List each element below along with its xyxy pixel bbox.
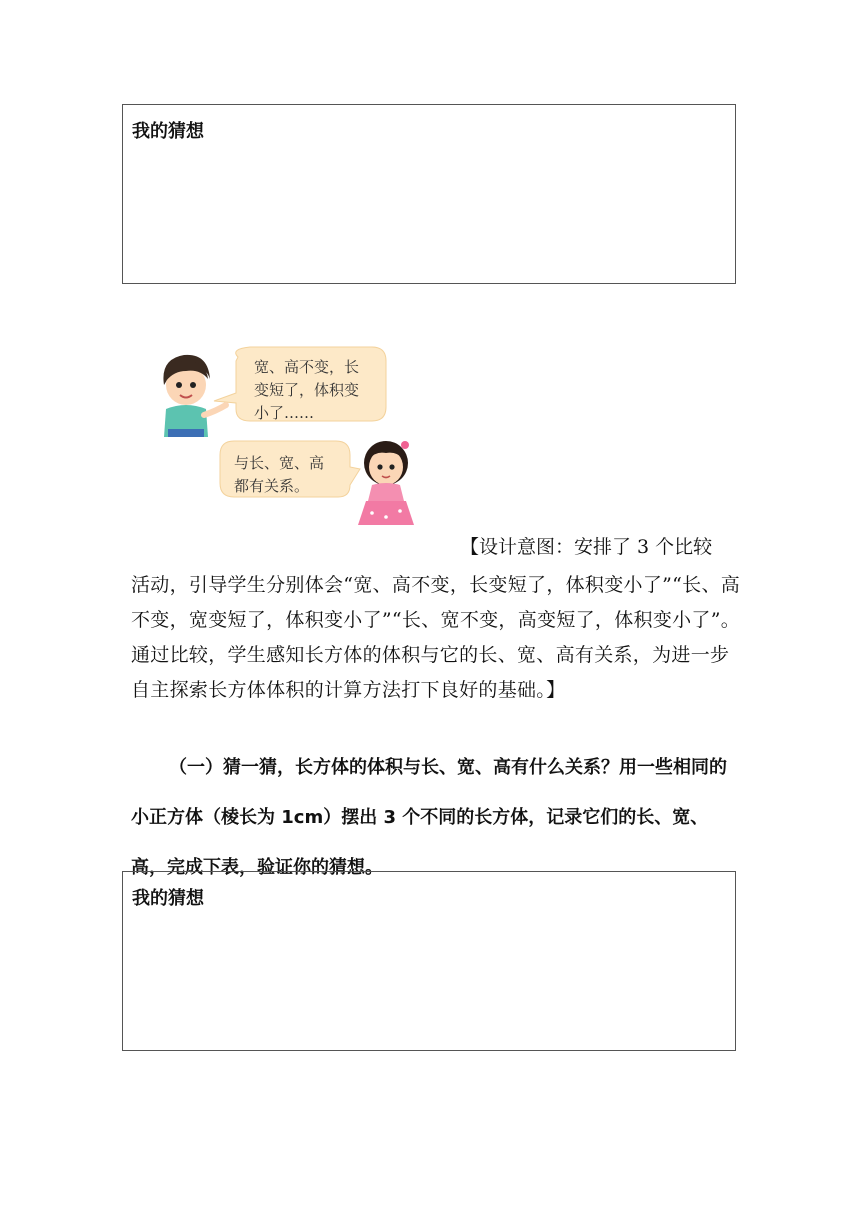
guess-box-bottom [122, 871, 736, 1051]
boy-figure [163, 355, 226, 437]
design-note-body: 活动，引导学生分别体会“宽、高不变，长变短了，体积变小了”“长、高不变，宽变短了，体积变小了”“长、宽不变，高变短了，体积变小了”。通过比较，学生感知长方体的体积与它的长、宽、高有关系，为进一步自主探索长方体体积的计算方法打下良好的基础。】 [131, 574, 741, 701]
boy-bubble-text [254, 356, 384, 425]
boy-bubble-line: 小了…… [254, 404, 315, 422]
guess-box-title: 我的猜想 [132, 888, 204, 909]
boy-bubble-line: 变短了，体积变 [254, 381, 360, 399]
task-instruction: （一）猜一猜，长方体的体积与长、宽、高有什么关系？用一些相同的小正方体（棱长为 1cm）摆出 3 个不同的长方体，记录它们的长、宽、高，完成下表，验证你的猜想。 [131, 757, 727, 878]
design-note-first-line: 【设计意图：安排了 3 个比较 [460, 536, 713, 558]
guess-box-top [122, 104, 736, 284]
guess-box-title: 我的猜想 [132, 121, 204, 142]
girl-bubble-line: 与长、宽、高 [234, 454, 325, 472]
boy-bubble-line: 宽、高不变，长 [254, 358, 360, 376]
girl-bubble-line: 都有关系。 [234, 477, 310, 495]
girl-bubble-text [234, 452, 354, 498]
girl-figure [358, 441, 414, 525]
